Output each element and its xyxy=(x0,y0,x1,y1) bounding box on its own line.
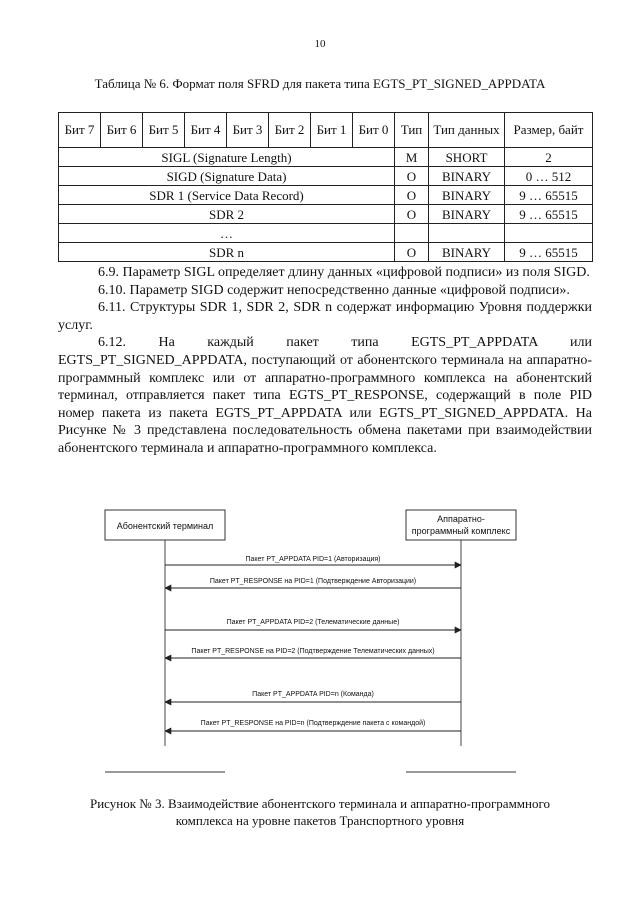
type-cell: O xyxy=(395,205,429,224)
data-type-cell: BINARY xyxy=(429,167,505,186)
paragraph: 6.11. Структуры SDR 1, SDR 2, SDR n содержат информацию Уровня поддержки услуг. xyxy=(58,300,592,333)
message-label: Пакет PT_RESPONSE на PID=1 (Подтверждение Авторизации) xyxy=(209,578,417,585)
paragraph: 6.10. Параметр SIGD содержит непосредственно данные «цифровой подписи». xyxy=(98,282,570,298)
message-label: Пакет PT_APPDATA PID=2 (Телематические данные) xyxy=(226,619,400,626)
table-header-cell: Бит 1 xyxy=(311,113,353,148)
size-cell: 0 … 512 xyxy=(505,167,593,186)
table-header-cell: Бит 0 xyxy=(353,113,395,148)
table-header-cell: Бит 3 xyxy=(227,113,269,148)
field-cell: SIGD (Signature Data) xyxy=(59,167,395,186)
table-row xyxy=(59,148,593,167)
table-header-row xyxy=(59,113,593,148)
type-cell: M xyxy=(395,148,429,167)
page-number: 10 xyxy=(314,38,326,50)
table-header-cell: Тип xyxy=(395,113,429,148)
size-cell: 9 … 65515 xyxy=(505,205,593,224)
paragraph: 6.12. На каждый пакет типа EGTS_PT_APPDATA или EGTS_PT_SIGNED_APPDATA, поступающий от абонентского терминала на аппаратно-программный комплекс или от аппаратно-программного комплекса на абонентский терминал, отправляется пакет типа EGTS_PT_RESPONSE, содержащий в поле PID номер пакета из пакета EGTS_PT_APPDATA или EGTS_PT_SIGNED_APPDATA. На Рисунке № 3 представлена последовательность обмена пакетами при взаимодействии абонентского терминала и аппаратно-программного комплекса. xyxy=(58,335,592,456)
table-caption: Таблица № 6. Формат поля SFRD для пакета типа EGTS_PT_SIGNED_APPDATA xyxy=(94,76,546,91)
field-cell: SIGL (Signature Length) xyxy=(59,148,395,167)
data-type-cell: BINARY xyxy=(429,205,505,224)
message-label: Пакет PT_RESPONSE на PID=2 (Подтверждение Телематических данных) xyxy=(191,648,435,655)
field-cell: SDR 1 (Service Data Record) xyxy=(59,186,395,205)
type-cell: O xyxy=(395,243,429,262)
right-actor-label-line2: программный комплекс xyxy=(411,526,511,536)
data-type-cell xyxy=(429,224,505,243)
table-header-cell: Бит 6 xyxy=(101,113,143,148)
body-text xyxy=(58,264,592,458)
table-header-cell: Бит 7 xyxy=(59,113,101,148)
left-actor-label: Абонентский терминал xyxy=(116,521,214,531)
format-table xyxy=(58,112,593,262)
table-row xyxy=(59,205,593,224)
right-actor-label-line1: Аппаратно- xyxy=(437,514,485,524)
paragraph: 6.9. Параметр SIGL определяет длину данных «цифровой подписи» из поля SIGD. xyxy=(98,265,590,280)
size-cell: 2 xyxy=(505,148,593,167)
type-cell: O xyxy=(395,167,429,186)
figure-caption-line: Рисунок № 3. Взаимодействие абонентского терминала и аппаратно-программного xyxy=(89,796,550,811)
table-header-cell: Размер, байт xyxy=(505,113,593,148)
table-row xyxy=(59,167,593,186)
size-cell: 9 … 65515 xyxy=(505,243,593,262)
message-label: Пакет PT_APPDATA PID=n (Команда) xyxy=(252,691,374,698)
size-cell: 9 … 65515 xyxy=(505,186,593,205)
message-label: Пакет PT_RESPONSE на PID=n (Подтверждение пакета с командой) xyxy=(200,720,426,727)
table-header-cell: Тип данных xyxy=(429,113,505,148)
table-header-cell: Бит 2 xyxy=(269,113,311,148)
type-cell: O xyxy=(395,186,429,205)
figure-caption xyxy=(40,795,600,829)
field-cell: … xyxy=(59,224,395,243)
message-label: Пакет PT_APPDATA PID=1 (Авторизация) xyxy=(245,556,381,563)
table-row xyxy=(59,224,593,243)
table-row xyxy=(59,243,593,262)
size-cell xyxy=(505,224,593,243)
field-cell: SDR n xyxy=(59,243,395,262)
data-type-cell: BINARY xyxy=(429,186,505,205)
table-header-cell: Бит 4 xyxy=(185,113,227,148)
field-cell: SDR 2 xyxy=(59,205,395,224)
data-type-cell: BINARY xyxy=(429,243,505,262)
table-row xyxy=(59,186,593,205)
sequence-diagram xyxy=(100,506,520,781)
type-cell xyxy=(395,224,429,243)
figure-caption-line: комплекса на уровне пакетов Транспортного уровня xyxy=(175,813,465,828)
data-type-cell: SHORT xyxy=(429,148,505,167)
table-header-cell: Бит 5 xyxy=(143,113,185,148)
